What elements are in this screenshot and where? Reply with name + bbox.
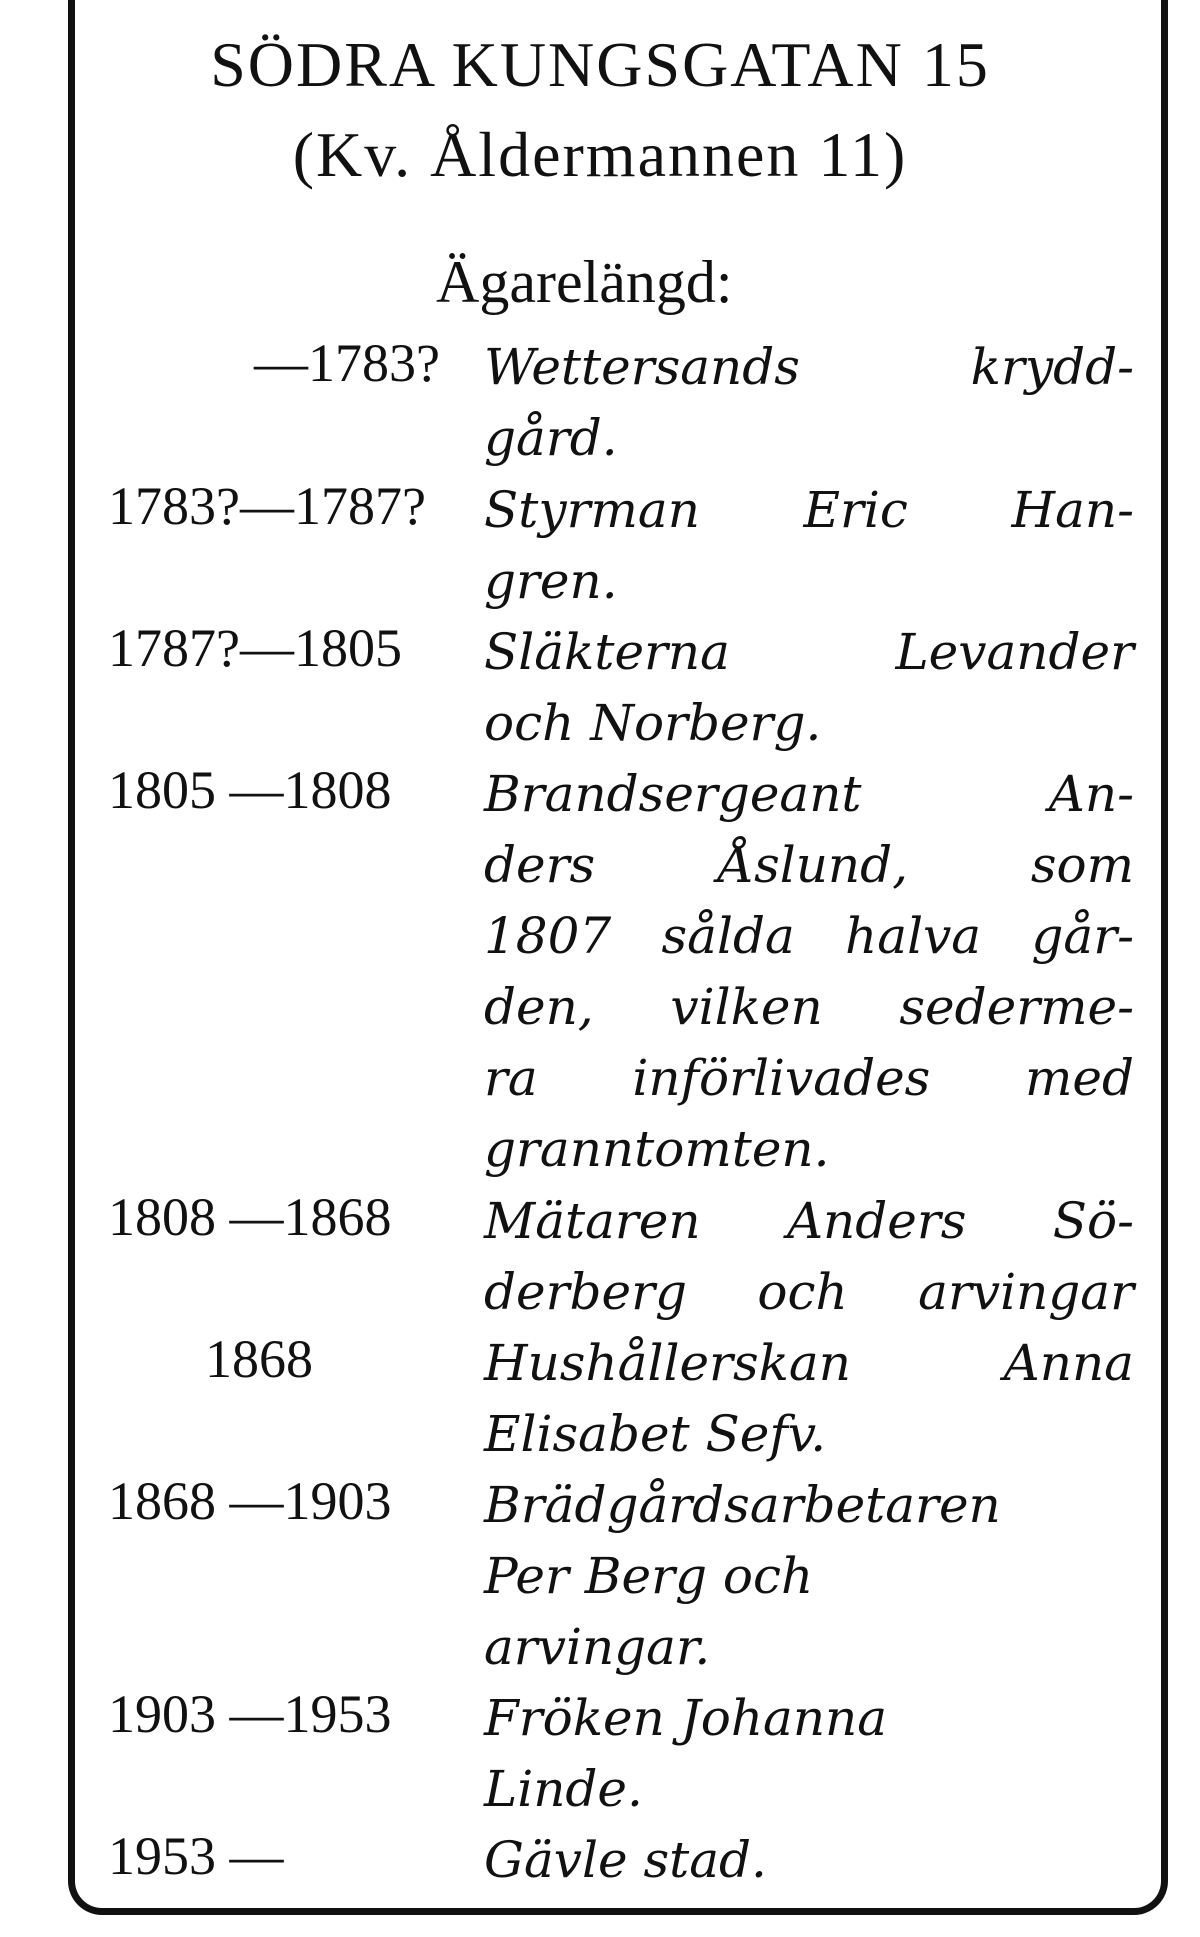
entry-owner-line: Gävle stad.: [484, 1831, 767, 1889]
entry-years: 1787?—1805: [108, 618, 402, 678]
entry-owner-line: Fröken Johanna: [484, 1689, 888, 1747]
entry-years: 1805 —1808: [108, 760, 392, 820]
entry-owner: [484, 1186, 1134, 1328]
entry-years: 1868 —1903: [108, 1471, 392, 1531]
entry-owner-line: 1807 sålda halva går-: [484, 907, 1134, 965]
entry-owner: [484, 759, 1134, 1185]
entry-owner-line: granntomten.: [484, 1120, 830, 1178]
entry-years: 1868: [205, 1329, 313, 1389]
entry-owner-line: ders Åslund, som: [484, 836, 1134, 894]
entry-owner-line: gård.: [484, 409, 618, 467]
entry-owner: [484, 617, 1134, 759]
entry-owner-line: Per Berg och: [484, 1547, 814, 1605]
entry-owner-line: Släkterna Levander: [484, 623, 1134, 681]
entry-owner: [484, 1825, 1134, 1896]
entry-owner-line: Hushållerskan Anna: [484, 1334, 1134, 1392]
entry-owner-line: Brädgårdsarbetaren: [484, 1476, 1001, 1534]
entry-owner: [484, 1328, 1134, 1470]
entry-owner-line: arvingar.: [484, 1618, 711, 1676]
entry-years: 1903 —1953: [108, 1684, 392, 1744]
entry-years: 1953 —: [108, 1826, 284, 1886]
entry-owner: [484, 1470, 1134, 1683]
entry-owner-line: den, vilken sederme-: [484, 978, 1134, 1036]
entry-owner-line: derberg och arvingar: [484, 1263, 1134, 1321]
page-subtitle: (Kv. Åldermannen 11): [292, 119, 908, 190]
entry-owner: [484, 332, 1134, 474]
page-title: SÖDRA KUNGSGATAN 15: [210, 29, 990, 100]
entry-owner-line: Linde.: [484, 1760, 643, 1818]
entry-owner-line: Wettersands krydd-: [484, 338, 1134, 396]
entry-owner: [484, 475, 1134, 617]
entry-years: —1783?: [254, 333, 440, 393]
entry-owner: [484, 1683, 1134, 1825]
entry-owner-line: ra införlivades med: [484, 1049, 1134, 1107]
entry-owner-line: Elisabet Sefv.: [484, 1405, 827, 1463]
entry-owner-line: Mätaren Anders Sö-: [484, 1192, 1134, 1250]
entry-owner-line: och Norberg.: [484, 694, 822, 752]
entry-owner-line: gren.: [484, 552, 618, 610]
entry-owner-line: Styrman Eric Han-: [484, 481, 1134, 539]
entry-years: 1783?—1787?: [108, 476, 426, 536]
entry-owner-line: Brandsergeant An-: [484, 765, 1134, 823]
owners-heading: Ägarelängd:: [436, 249, 733, 315]
entry-years: 1808 —1868: [108, 1187, 392, 1247]
